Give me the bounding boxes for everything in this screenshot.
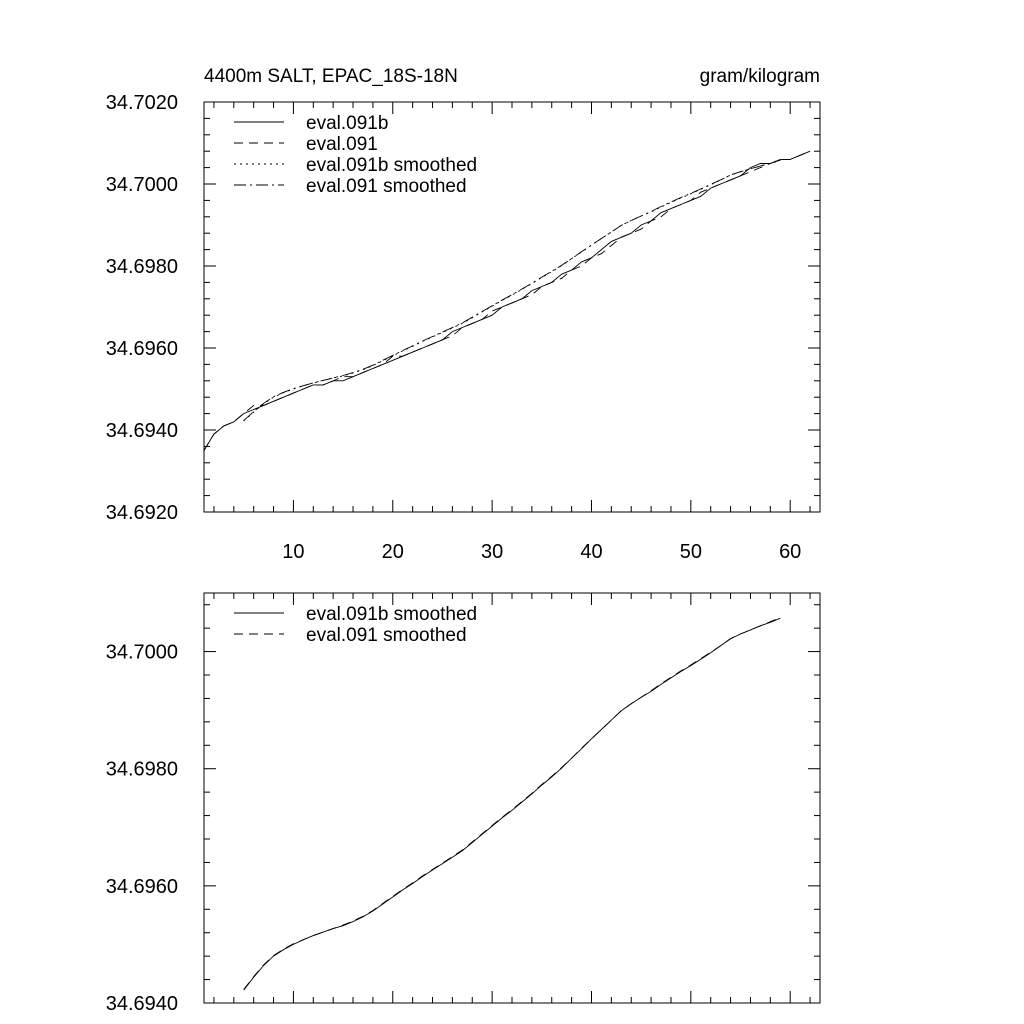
series-line-eval-091b-smoothed <box>244 618 781 990</box>
legend-label: eval.091 <box>306 134 378 155</box>
y-tick-label: 34.6940 <box>105 420 178 442</box>
units-label: gram/kilogram <box>699 66 820 87</box>
x-tick-label: 20 <box>381 541 404 563</box>
y-tick-label: 34.6940 <box>105 993 178 1015</box>
chart-panel-2 <box>106 593 820 1015</box>
plot-frame <box>204 593 820 1003</box>
x-tick-label: 30 <box>481 541 504 563</box>
series-line-eval-091b-smoothed <box>244 161 781 421</box>
y-tick-label: 34.7000 <box>105 641 178 664</box>
x-tick-label: 10 <box>282 541 305 563</box>
chart-title: 4400m SALT, EPAC_18S-18N <box>204 66 458 87</box>
legend-label: eval.091b smoothed <box>306 155 478 176</box>
legend-label: eval.091b smoothed <box>306 604 478 625</box>
legend-label: eval.091 smoothed <box>306 176 467 197</box>
series-line-eval-091b <box>204 151 810 450</box>
y-tick-label: 34.6960 <box>105 875 178 898</box>
legend <box>234 604 477 646</box>
plot-frame <box>204 102 820 512</box>
x-tick-label: 60 <box>779 541 802 563</box>
series-line-eval-091-smoothed <box>244 618 781 990</box>
chart-panel-1 <box>106 66 820 563</box>
legend-label: eval.091 smoothed <box>306 625 467 646</box>
x-tick-label: 40 <box>580 541 603 563</box>
y-tick-label: 34.6960 <box>105 338 178 360</box>
y-tick-label: 34.6980 <box>105 256 178 278</box>
legend-label: eval.091b <box>306 113 389 134</box>
x-tick-label: 50 <box>679 541 702 563</box>
series-line-eval-091 <box>204 151 810 450</box>
y-tick-label: 34.7000 <box>105 174 178 196</box>
y-tick-label: 34.7020 <box>105 92 178 114</box>
y-tick-label: 34.6920 <box>105 502 178 524</box>
y-tick-label: 34.6980 <box>105 758 178 781</box>
legend <box>234 113 477 197</box>
series-line-eval-091-smoothed <box>244 160 781 420</box>
